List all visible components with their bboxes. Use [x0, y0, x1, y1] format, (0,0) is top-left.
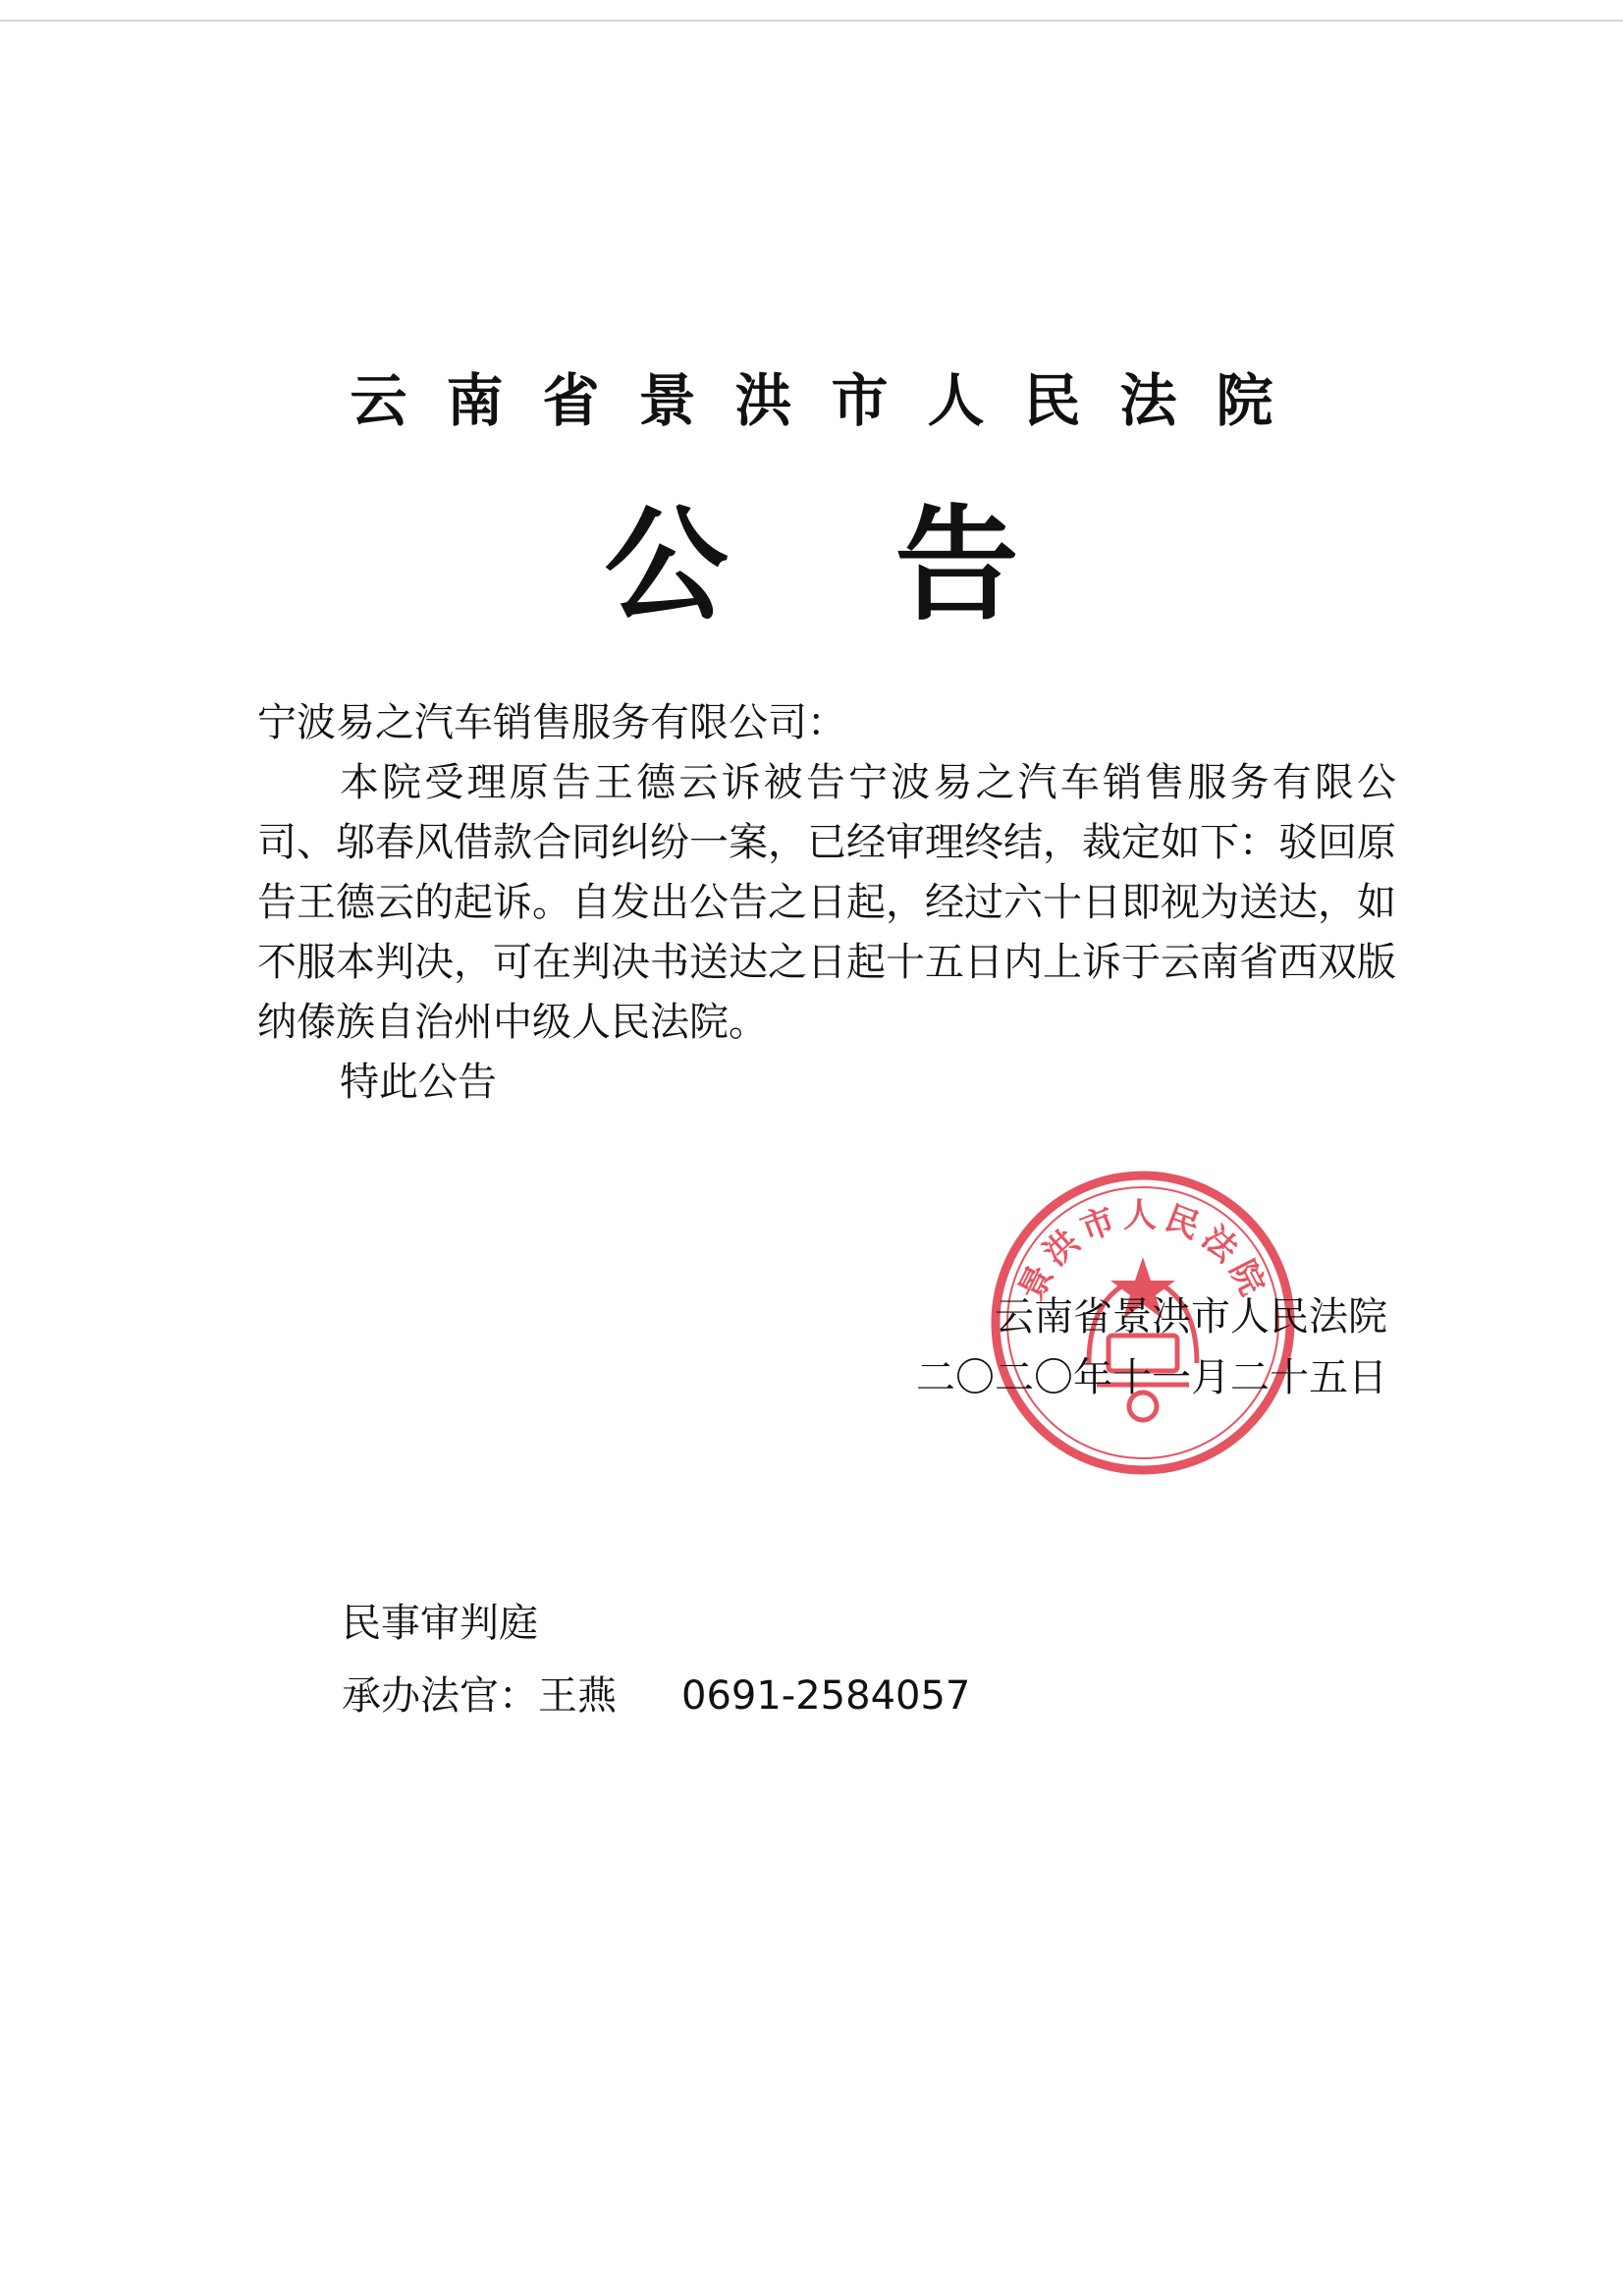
signature-court: 云南省景洪市人民法院: [995, 1294, 1387, 1339]
seal-text: 景洪市人民法院: [1011, 1196, 1274, 1307]
court-title: 云南省景洪市人民法院: [350, 367, 1313, 434]
signature-date: 二〇二〇年十一月二十五日: [916, 1355, 1387, 1400]
department: 民事审判庭: [342, 1601, 538, 1646]
recipient: 宁波易之汽车销售服务有限公司：: [257, 700, 846, 745]
notice-title-right: 告: [894, 492, 1019, 637]
notice-title: [0, 491, 1623, 638]
notice-body: [257, 693, 1396, 1113]
phone-number: 0691-2584057: [681, 1673, 971, 1719]
judge-label: 承办法官：王燕: [342, 1673, 617, 1719]
signature-block: [916, 1286, 1387, 1408]
notice-paragraph: 本院受理原告王德云诉被告宁波易之汽车销售服务有限公司、邬春风借款合同纠纷一案，已经审理终结，裁定如下：驳回原告王德云的起诉。自发出公告之日起，经过六十日即视为送达，如不服本判决，可在判决书送达之日起十五日内上诉于云南省西双版纳傣族自治州中级人民法院。: [257, 760, 1396, 1045]
footer-contact: [342, 1587, 970, 1732]
closing-line: 特此公告: [340, 1060, 497, 1105]
notice-title-left: 公: [604, 492, 729, 637]
scan-edge-line: [0, 20, 1623, 22]
judge-contact-line: [342, 1660, 970, 1732]
